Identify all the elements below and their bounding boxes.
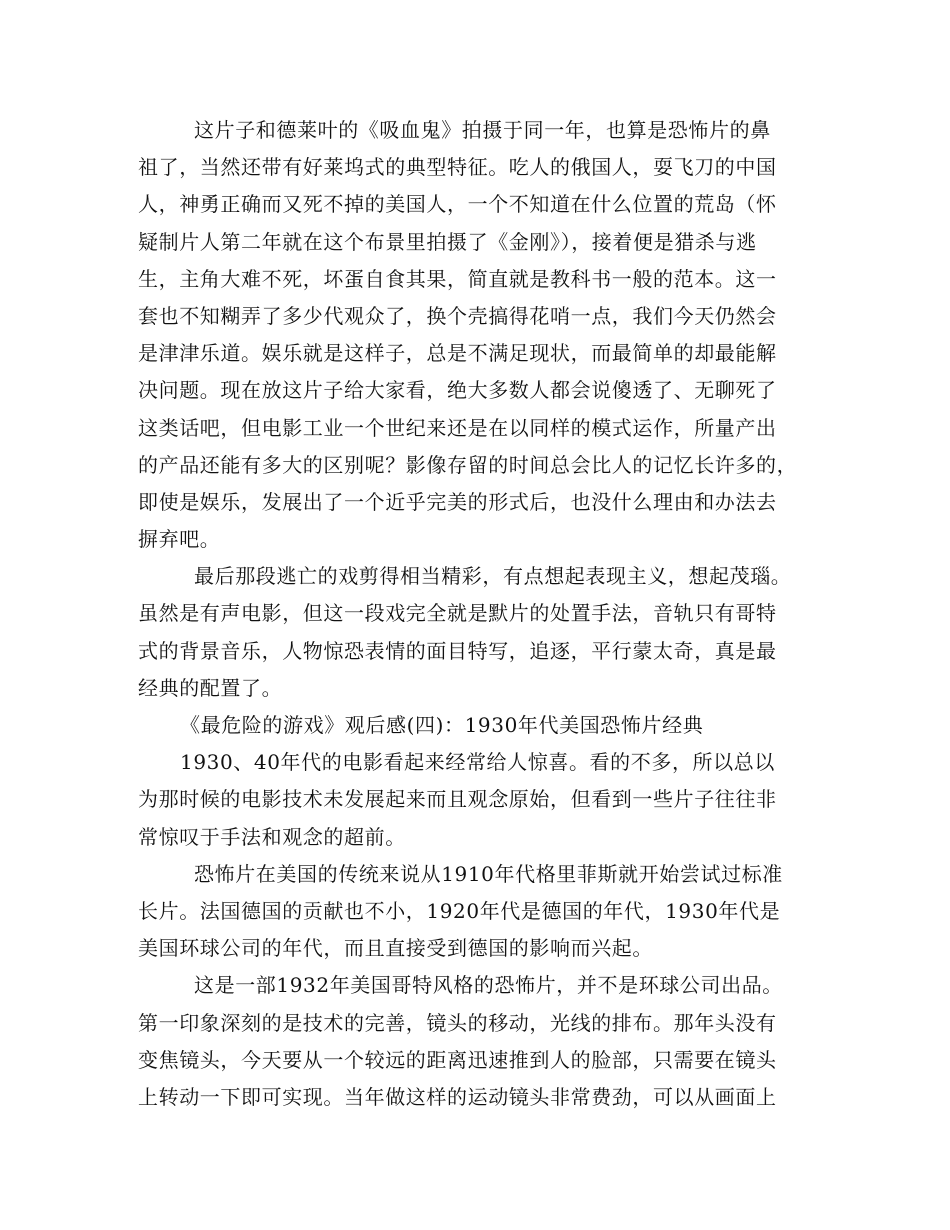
text-line: 这片子和德莱叶的《吸血鬼》拍摄于同一年，也算是恐怖片的鼻 (194, 118, 771, 142)
text-line: 式的背景音乐，人物惊恐表情的面目特写，追逐，平行蒙太奇，真是最 (138, 638, 777, 663)
section-heading: 《最危险的游戏》观后感(四)：1930年代美国恐怖片经典 (180, 713, 704, 737)
text-line: 人，神勇正确而又死不掉的美国人，一个不知道在什么位置的荒岛（怀 (138, 192, 777, 217)
text-line: 最后那段逃亡的戏剪得相当精彩，有点想起表现主义，想起茂瑙。 (194, 564, 792, 589)
document-body (138, 112, 818, 1116)
text-line: 为那时候的电影技术未发展起来而且观念原始，但看到一些片子往往非 (138, 787, 777, 812)
text-line: 疑制片人第二年就在这个布景里拍摄了《金刚》），接着便是猎杀与逃 (138, 229, 757, 254)
text-line: 套也不知糊弄了多少代观众了，换个壳搞得花哨一点，我们今天仍然会 (138, 303, 777, 328)
text-line: 上转动一下即可实现。当年做这样的运动镜头非常费劲，可以从画面上 (138, 1084, 777, 1109)
text-line: 这类话吧，但电影工业一个世纪来还是在以同样的模式运作，所量产出 (138, 415, 777, 440)
text-line: 这是一部1932年美国哥特风格的恐怖片，并不是环球公司出品。 (194, 973, 783, 998)
text-line: 生，主角大难不死，坏蛋自食其果，简直就是教科书一般的范本。这一 (138, 266, 777, 291)
text-line: 决问题。现在放这片子给大家看，绝大多数人都会说傻透了、无聊死了 (138, 378, 777, 403)
text-line: 1930、40年代的电影看起来经常给人惊喜。看的不多，所以总以 (180, 750, 775, 775)
text-line: 是津津乐道。娱乐就是这样子，总是不满足现状，而最简单的却最能解 (138, 341, 777, 366)
text-line: 美国环球公司的年代，而且直接受到德国的影响而兴起。 (138, 936, 653, 961)
text-line: 第一印象深刻的是技术的完善，镜头的移动，光线的排布。那年头没有 (138, 1010, 777, 1035)
text-line: 常惊叹于手法和观念的超前。 (138, 824, 406, 849)
text-line: 经典的配置了。 (138, 675, 283, 700)
text-line: 即使是娱乐，发展出了一个近乎完美的形式后，也没什么理由和办法去 (138, 489, 777, 514)
text-line: 祖了，当然还带有好莱坞式的典型特征。吃人的俄国人，耍飞刀的中国 (138, 155, 777, 180)
text-line: 变焦镜头，今天要从一个较远的距离迅速推到人的脸部，只需要在镜头 (138, 1047, 777, 1072)
text-line: 虽然是有声电影，但这一段戏完全就是默片的处置手法，音轨只有哥特 (138, 601, 777, 626)
text-line: 恐怖片在美国的传统来说从1910年代格里菲斯就开始尝试过标准 (194, 861, 783, 886)
text-line: 长片。法国德国的贡献也不小，1920年代是德国的年代，1930年代是 (138, 898, 781, 923)
text-line: 摒弃吧。 (138, 527, 221, 552)
text-line: 的产品还能有多大的区别呢？影像存留的时间总会比人的记忆长许多的， (138, 452, 798, 477)
